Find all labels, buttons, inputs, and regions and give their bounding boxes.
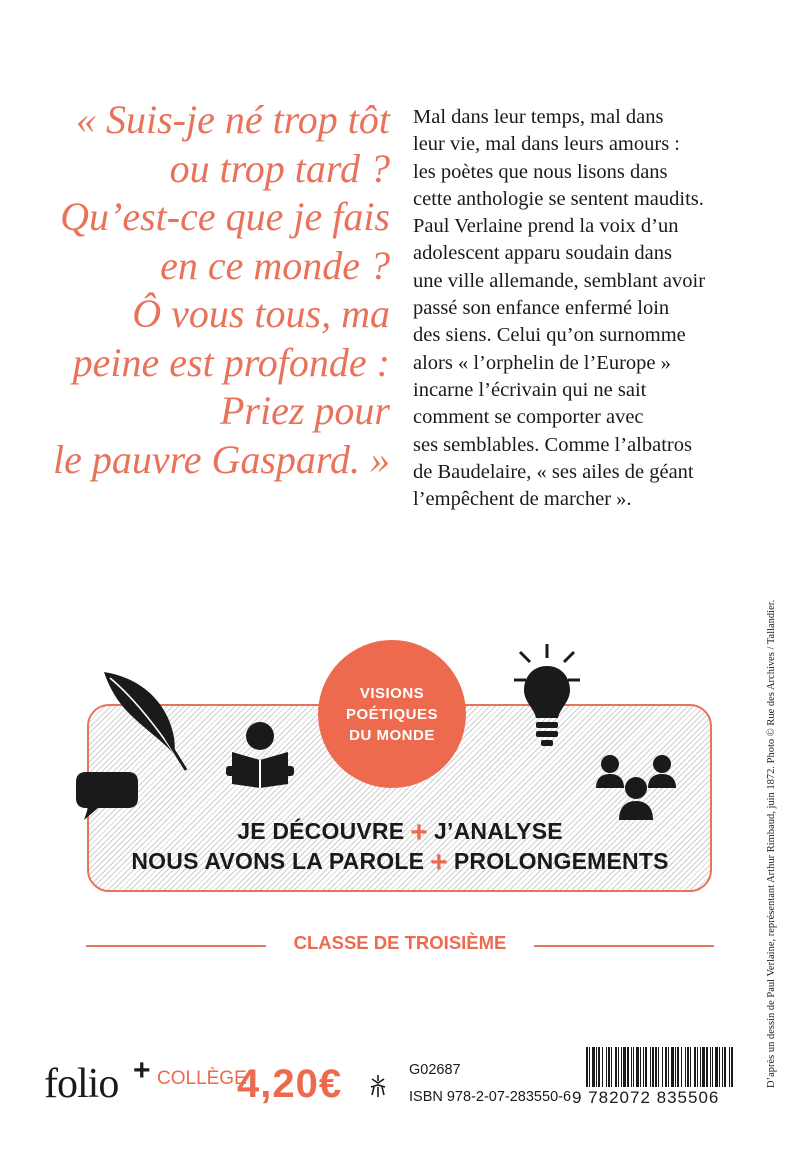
speech-bubble-icon [72,768,140,822]
brand-plus: + [133,1054,151,1087]
blurb-line: Paul Verlaine prend la voix d’un [413,215,679,238]
blurb-line: passé son enfance enfermé loin [413,297,670,320]
product-code: G02687 [409,1062,461,1078]
barcode-number: 9 782072 835506 [572,1088,720,1107]
brand-logo: folio [44,1061,119,1107]
plus-icon: + [410,816,429,849]
blurb-line: une ville allemande, semblant avoir [413,269,706,292]
blurb-line: Mal dans leur temps, mal dans [413,106,664,128]
blurb-line: de Baudelaire, « ses ailes de géant [413,460,694,483]
blurb-line: ses semblables. Comme l’albatros [413,433,692,456]
group-icon [592,752,682,824]
plus-icon: + [430,846,448,879]
quote-line: ou trop tard ? [169,145,390,191]
blurb-line: adolescent apparu soudain dans [413,242,673,265]
badge-line: VISIONS [359,684,425,702]
quote-line: en ce monde ? [160,242,390,288]
feature-prolongements: PROLONGEMENTS [453,848,669,874]
class-level: CLASSE DE TROISIÈME [293,932,507,953]
badge-line: POÉTIQUES [345,705,439,723]
blurb-line: des siens. Celui qu’on surnomme [413,324,686,347]
reader-icon [226,718,294,788]
series-label: COLLÈGE [157,1068,247,1089]
price: 4,20€ [237,1062,343,1106]
quote-line: le pauvre Gaspard. » [53,436,390,482]
lightbulb-icon [512,640,582,750]
pull-quote [30,96,390,484]
quote-line: Ô vous tous, ma [132,291,390,336]
divider [86,945,266,947]
quote-line: peine est profonde : [72,339,390,385]
feature-decouvre: JE DÉCOUVRE [237,818,405,844]
isbn: ISBN 978-2-07-283550-6 [409,1089,572,1105]
blurb-line: les poètes que nous lisons dans [413,160,668,183]
blurb-line: cette anthologie se sentent maudits. [413,187,704,210]
blurb-line: comment se comporter avec [413,406,644,429]
blurb-line: incarne l’écrivain qui ne sait [413,378,647,401]
blurb-line: leur vie, mal dans leurs amours : [413,133,681,156]
quote-line: Priez pour [220,388,390,433]
feature-parole: NOUS AVONS LA PAROLE [131,848,425,874]
quote-line: Qu’est-ce que je fais [60,194,390,239]
badge-line: DU MONDE [349,726,435,744]
quill-icon [100,668,195,773]
collection-badge [318,640,466,788]
blurb-line: l’empêchent de marcher ». [413,488,632,511]
back-cover-blurb [413,104,783,513]
photo-credit: D’après un dessin de Paul Verlaine, représentant Arthur Rimbaud, juin 1872. Photo © Rue des Archives / Tallandier. [766,599,777,1088]
quote-line: « Suis-je né trop tôt [75,97,390,142]
feature-analyse: J’ANALYSE [434,818,563,844]
blurb-line: alors « l’orphelin de l’Europe » [413,351,671,374]
publisher-mark-icon [368,1073,388,1099]
panel-line-2 [0,846,800,880]
level-row [86,932,714,960]
divider [534,945,714,947]
